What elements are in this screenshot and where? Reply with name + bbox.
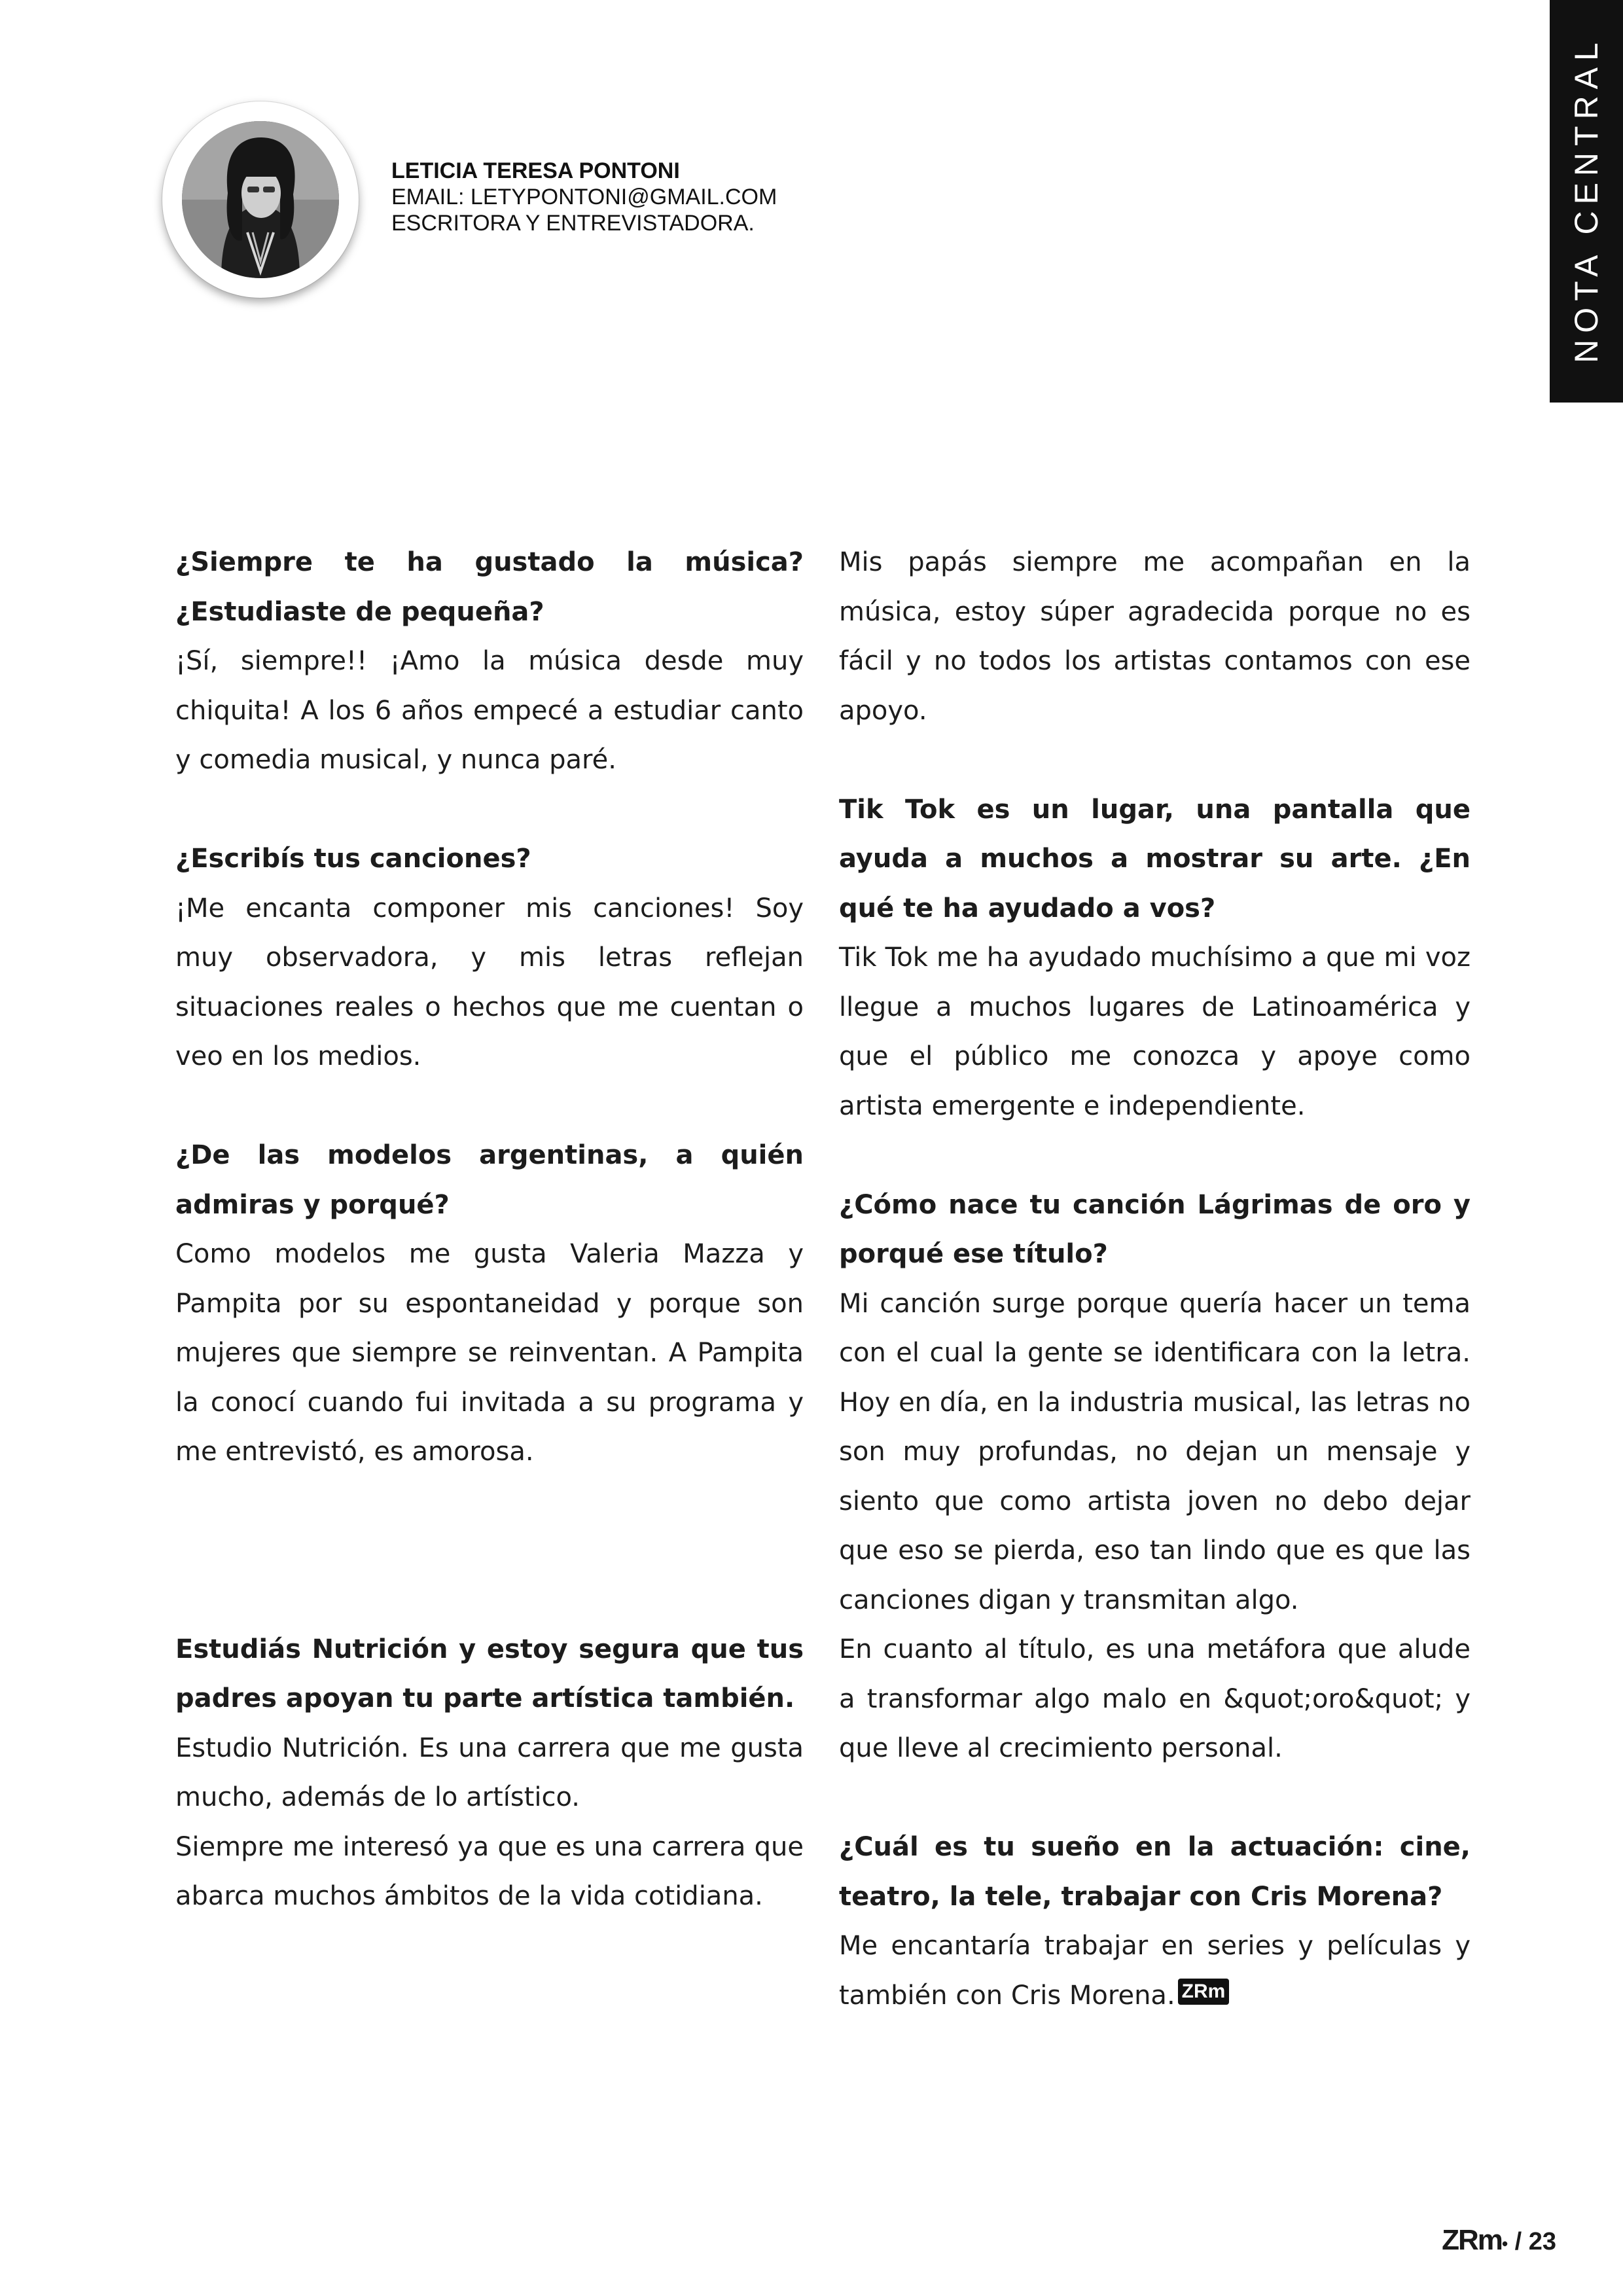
answer: Mi canción surge porque quería hacer un tema con el cual la gente se identificara con la letra. Hoy en día, en la industria musical, las letras no son muy profundas, no dejan un mensaje y siento que como artista joven no debo dejar que eso se pierda, eso tan lindo que es que las canciones digan y transmitan algo. xyxy=(839,1288,1471,1615)
author-role: ESCRITORA Y ENTREVISTADORA. xyxy=(391,211,755,236)
left-column xyxy=(175,538,804,1922)
author-photo-frame xyxy=(162,101,359,298)
question: ¿Cuál es tu sueño en la actuación: cine, teatro, la tele, trabajar con Cris Morena? xyxy=(839,1832,1471,1912)
answer: ¡Me encanta componer mis canciones! Soy muy observadora, y mis letras reflejan situaciones reales o hechos que me cuentan o veo en los medios. xyxy=(175,893,804,1071)
page-footer xyxy=(1442,2224,1556,2257)
author-name: LETICIA TERESA PONTONI xyxy=(391,158,680,183)
section-tab xyxy=(1550,0,1623,403)
page-number: / 23 xyxy=(1514,2228,1556,2255)
logo-dot: • xyxy=(1501,2234,1508,2253)
question: ¿Escribís tus canciones? xyxy=(175,844,531,874)
section-tab-label: NOTA CENTRAL xyxy=(1568,36,1605,363)
answer: En cuanto al título, es una metáfora que alude a transformar algo malo en &quot;oro&quot; y que lleve al crecimiento personal. xyxy=(839,1634,1471,1763)
answer: Tik Tok me ha ayudado muchísimo a que mi voz llegue a muchos lugares de Latinoamérica y que el público me conozca y apoye como artista emergente e independiente. xyxy=(839,942,1471,1121)
question: ¿De las modelos argentinas, a quién admiras y porqué? xyxy=(175,1140,804,1220)
answer-final xyxy=(839,1922,1471,2020)
question: Tik Tok es un lugar, una pantalla que ayuda a muchos a mostrar su arte. ¿En qué te ha ayudado a vos? xyxy=(839,794,1471,924)
answer-text: Me encantaría trabajar en series y películas y también con Cris Morena. xyxy=(839,1931,1471,2011)
answer-continued: Mis papás siempre me acompañan en la música, estoy súper agradecida porque no es fácil y no todos los artistas contamos con ese apoyo. xyxy=(839,547,1471,726)
author-photo xyxy=(182,121,339,278)
author-info xyxy=(391,158,777,236)
right-column xyxy=(839,538,1471,2020)
author-email[interactable]: EMAIL: LETYPONTONI@GMAIL.COM xyxy=(391,185,777,209)
answer: ¡Sí, siempre!! ¡Amo la música desde muy chiquita! A los 6 años empecé a estudiar canto y comedia musical, y nunca paré. xyxy=(175,646,804,775)
question: ¿Cómo nace tu canción Lágrimas de oro y porqué ese título? xyxy=(839,1189,1471,1269)
answer: Como modelos me gusta Valeria Mazza y Pampita por su espontaneidad y porque son mujeres que siempre se reinventan. A Pampita la conocí cuando fui invitada a su programa y me entrevistó, es amorosa. xyxy=(175,1239,804,1467)
answer: Estudio Nutrición. Es una carrera que me gusta mucho, además de lo artístico. xyxy=(175,1732,804,1812)
author-header xyxy=(162,101,948,304)
question: Estudiás Nutrición y estoy segura que tus padres apoyan tu parte artística también. xyxy=(175,1634,804,1713)
question: ¿Siempre te ha gustado la música? ¿Estudiaste de pequeña? xyxy=(175,547,804,627)
magazine-logo: ZRm xyxy=(1442,2224,1502,2256)
end-mark-logo: ZRm xyxy=(1178,1979,1230,2005)
answer: Siempre me interesó ya que es una carrera que abarca muchos ámbitos de la vida cotidiana. xyxy=(175,1831,804,1911)
author-portrait-image xyxy=(182,121,339,278)
